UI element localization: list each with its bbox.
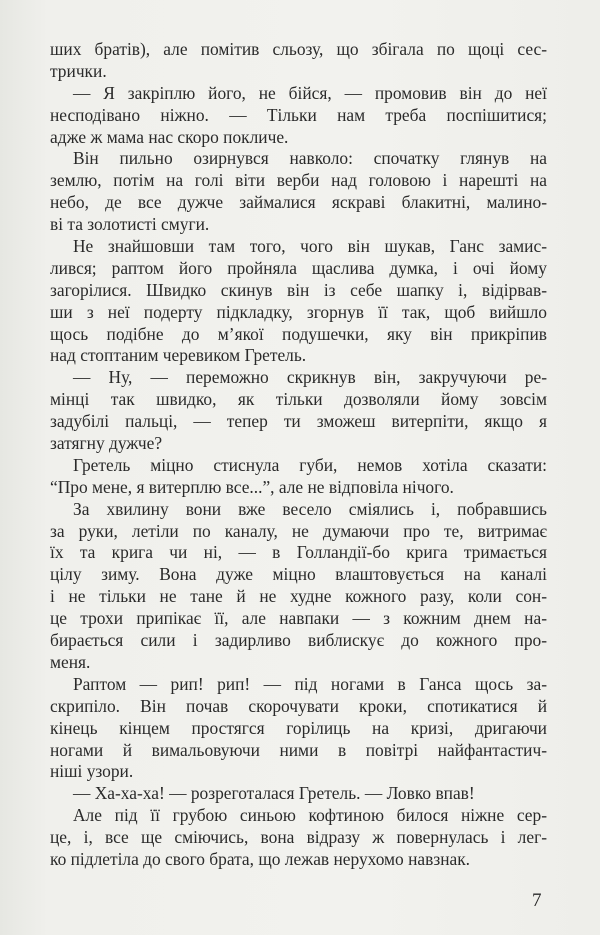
text-line: меня.	[50, 651, 91, 672]
text-line: бирається сили і задирливо виблискує до кожного про-	[50, 630, 547, 651]
text-line: Він пильно озирнувся навколо: спочатку глянув на	[73, 148, 547, 169]
text-line: адже ж мама нас скоро покличе.	[50, 126, 289, 147]
text-line: ногами й вимальовуючи ними в повітрі найфантастич-	[50, 739, 547, 760]
text-line: за руки, летіли по каналу, не думаючи про те, витримає	[50, 520, 547, 541]
text-line: Не знайшовши там того, чого він шукав, Ганс замис-	[73, 236, 547, 257]
text-line: — Ну, — переможно скрикнув він, закручуючи ре-	[73, 367, 547, 388]
text-line: це трохи припікає її, але навпаки — з кожним днем на-	[50, 608, 547, 629]
text-line: лився; раптом його пройняла щаслива думка, і очі йому	[50, 257, 547, 278]
text-line: небо, де все дужче займалися яскраві блакитні, малино-	[50, 192, 547, 213]
paragraph	[50, 499, 547, 674]
text-line: кінець кінцем простягся горілиць на кризі, дригаючи	[50, 717, 547, 738]
text-line: Але під її грубою синьою кофтиною билося ніжне сер-	[73, 805, 547, 826]
text-line: цілу зиму. Вона дуже міцно влаштовується на каналі	[50, 564, 547, 585]
text-line: несподівано ніжно. — Тільки нам треба поспішитися;	[50, 104, 547, 125]
text-line: “Про мене, я витерплю все...”, але не відповіла нічого.	[50, 476, 454, 497]
text-line: Раптом — рип! рип! — під ногами в Ганса щось за-	[73, 673, 547, 694]
paragraph	[50, 455, 547, 499]
text-line: ніші узори.	[50, 761, 134, 782]
text-line: це, і, все ще сміючись, вона відразу ж повернулась і лег-	[50, 827, 547, 848]
text-line: над стоптаним черевиком Гретель.	[50, 345, 307, 366]
paragraph	[50, 83, 547, 149]
text-line: Гретель міцно стиснула губи, немов хотіла сказати:	[73, 454, 547, 475]
page-body-text	[50, 39, 547, 871]
text-line: — Я закріплю його, не бійся, — промовив він до неї	[73, 82, 547, 103]
text-line: ших братів), але помітив сльозу, що збігала по щоці сес-	[50, 39, 547, 59]
text-line: і не тільки не тане й не худне кожного разу, коли сон-	[50, 586, 547, 607]
text-line: — Ха-ха-ха! — розреготалася Гретель. — Ловко впав!	[73, 783, 475, 804]
paragraph	[50, 39, 547, 83]
text-line: мінці так швидко, як тільки дозволяли йому зовсім	[50, 389, 547, 410]
paragraph	[50, 674, 547, 783]
text-line: їх та крига чи ні, — в Голландії-бо крига тримається	[50, 542, 547, 563]
text-line: землю, потім на голі віти верби над головою і нарешті на	[50, 170, 547, 191]
paragraph	[50, 783, 547, 805]
text-line: скрипіло. Він почав скорочувати кроки, спотикатися й	[50, 695, 547, 716]
text-line: задубілі пальці, — тепер ти зможеш витерпіти, якщо я	[50, 411, 547, 432]
paragraph	[50, 236, 547, 367]
text-line: щось подібне до м’якої подушечки, яку він прикріпив	[50, 323, 547, 344]
text-line: загорілися. Швидко скинув він із себе шапку і, відірвав-	[50, 279, 547, 300]
text-line: трички.	[50, 60, 107, 81]
text-line: затягну дужче?	[50, 433, 163, 454]
text-line: ві та золотисті смуги.	[50, 214, 210, 235]
page-number: 7	[532, 890, 542, 911]
paragraph	[50, 148, 547, 236]
paragraph	[50, 805, 547, 871]
text-line: ши з неї подерту підкладку, згорнув її так, щоб вийшло	[50, 301, 547, 322]
paragraph	[50, 367, 547, 455]
text-line: ко підлетіла до свого брата, що лежав нерухомо навзнак.	[50, 848, 471, 869]
text-line: За хвилину вони вже весело сміялись і, побравшись	[73, 498, 547, 519]
